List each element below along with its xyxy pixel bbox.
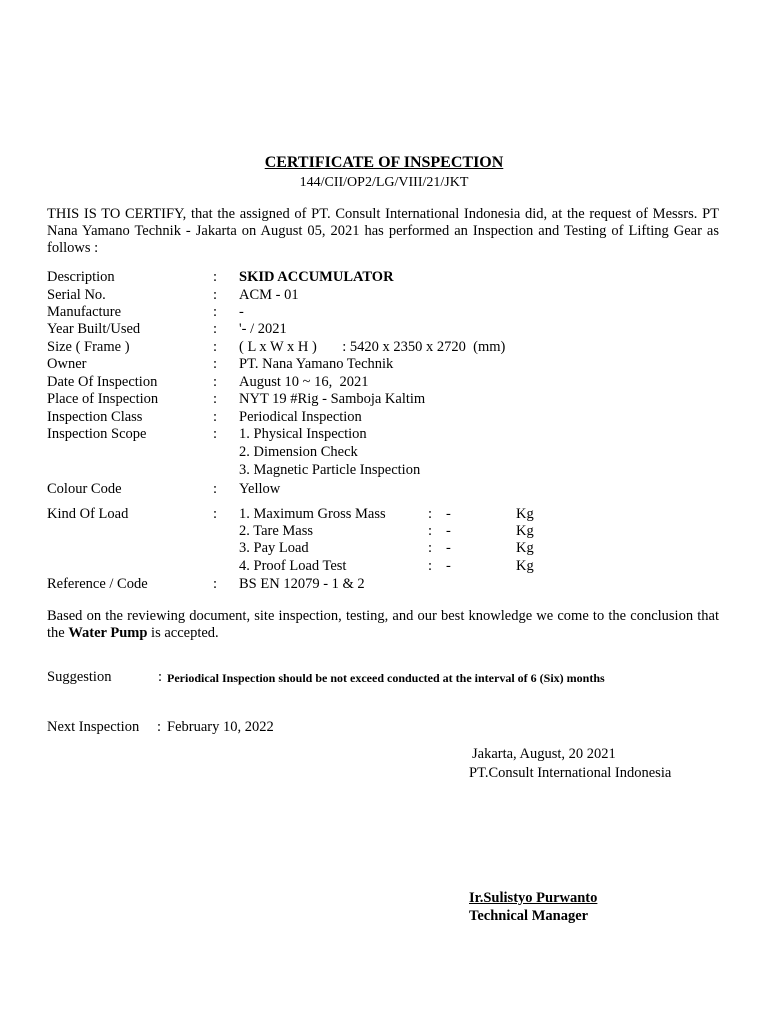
- reference-code-label: Reference / Code: [47, 576, 148, 592]
- date-of-inspection-label: Date Of Inspection: [47, 374, 158, 390]
- description-label: Description: [47, 269, 115, 285]
- inspection-class-value: Periodical Inspection: [239, 409, 362, 425]
- reference-code-colon: :: [213, 576, 218, 592]
- serial-no-colon: :: [213, 287, 218, 303]
- load-item-colon: :: [428, 506, 433, 522]
- kind-of-load-colon: :: [213, 506, 218, 522]
- kind-of-load-label: Kind Of Load: [47, 506, 129, 522]
- colour-code-colon: :: [213, 481, 218, 497]
- year-built-label: Year Built/Used: [47, 321, 141, 337]
- inspection-scope-label: Inspection Scope: [47, 426, 147, 442]
- manufacture-colon: :: [213, 304, 218, 320]
- date-of-inspection-value: August 10 ~ 16, 2021: [239, 374, 369, 390]
- inspection-scope-item: 1. Physical Inspection: [239, 426, 367, 442]
- next-inspection-colon: :: [157, 719, 162, 735]
- description-value: SKID ACCUMULATOR: [239, 269, 394, 285]
- description-colon: :: [213, 269, 218, 285]
- load-item-colon: :: [428, 540, 433, 556]
- manufacture-value: -: [239, 304, 244, 320]
- load-item-name: 3. Pay Load: [239, 540, 309, 556]
- serial-no-label: Serial No.: [47, 287, 106, 303]
- place-of-inspection-colon: :: [213, 391, 218, 407]
- load-item-colon: :: [428, 558, 433, 574]
- load-item-value: -: [446, 523, 451, 539]
- conclusion-text: Based on the reviewing document, site inspection, testing, and our best knowledge we come to the conclusion that the: [47, 608, 719, 641]
- owner-colon: :: [213, 356, 218, 372]
- load-item-unit: Kg: [516, 558, 534, 574]
- suggestion-label: Suggestion: [47, 669, 112, 685]
- suggestion-colon: :: [158, 669, 163, 685]
- size-colon: :: [213, 339, 218, 355]
- intro-paragraph: THIS IS TO CERTIFY, that the assigned of PT. Consult International Indonesia did, at the request of Messrs. PT Nana Yamano Technik - Jakarta on August 05, 2021 has performed an Inspection and Testing of Lifting Gear as follows :: [47, 206, 719, 256]
- next-inspection-label: Next Inspection: [47, 719, 140, 735]
- load-item-value: -: [446, 506, 451, 522]
- owner-label: Owner: [47, 356, 87, 372]
- load-item-unit: Kg: [516, 506, 534, 522]
- load-item-value: -: [446, 558, 451, 574]
- load-item-name: 4. Proof Load Test: [239, 558, 347, 574]
- inspection-scope-item: 2. Dimension Check: [239, 444, 358, 460]
- size-value: ( L x W x H ) : 5420 x 2350 x 2720 (mm): [239, 339, 506, 355]
- certificate-reference-number: 144/CII/OP2/LG/VIII/21/JKT: [299, 175, 469, 190]
- signatory-position: Technical Manager: [469, 908, 589, 924]
- conclusion-text-end: is accepted.: [147, 625, 219, 641]
- serial-no-value: ACM - 01: [239, 287, 299, 303]
- load-item-name: 2. Tare Mass: [239, 523, 314, 539]
- year-built-colon: :: [213, 321, 218, 337]
- suggestion-text: Periodical Inspection should be not exceed conducted at the interval of 6 (Six) months: [167, 671, 605, 685]
- manufacture-label: Manufacture: [47, 304, 122, 320]
- owner-value: PT. Nana Yamano Technik: [239, 356, 394, 372]
- size-label: Size ( Frame ): [47, 339, 130, 355]
- signature-company: PT.Consult International Indonesia: [469, 765, 672, 781]
- load-item-value: -: [446, 540, 451, 556]
- load-item-colon: :: [428, 523, 433, 539]
- place-of-inspection-label: Place of Inspection: [47, 391, 159, 407]
- signature-place-date: Jakarta, August, 20 2021: [472, 746, 616, 762]
- colour-code-label: Colour Code: [47, 481, 122, 497]
- load-item-unit: Kg: [516, 540, 534, 556]
- load-item-unit: Kg: [516, 523, 534, 539]
- next-inspection-value: February 10, 2022: [167, 719, 274, 735]
- inspection-class-label: Inspection Class: [47, 409, 143, 425]
- inspection-scope-item: 3. Magnetic Particle Inspection: [239, 462, 421, 478]
- inspection-scope-colon: :: [213, 426, 218, 442]
- reference-code-value: BS EN 12079 - 1 & 2: [239, 576, 365, 592]
- place-of-inspection-value: NYT 19 #Rig - Samboja Kaltim: [239, 391, 426, 407]
- colour-code-value: Yellow: [239, 481, 281, 497]
- conclusion-paragraph: [47, 608, 719, 642]
- inspection-class-colon: :: [213, 409, 218, 425]
- certificate-title: CERTIFICATE OF INSPECTION: [264, 154, 504, 171]
- signatory-name: Ir.Sulistyo Purwanto: [469, 890, 598, 906]
- year-built-value: '- / 2021: [239, 321, 287, 337]
- conclusion-item: Water Pump: [68, 625, 148, 641]
- load-item-name: 1. Maximum Gross Mass: [239, 506, 386, 522]
- date-of-inspection-colon: :: [213, 374, 218, 390]
